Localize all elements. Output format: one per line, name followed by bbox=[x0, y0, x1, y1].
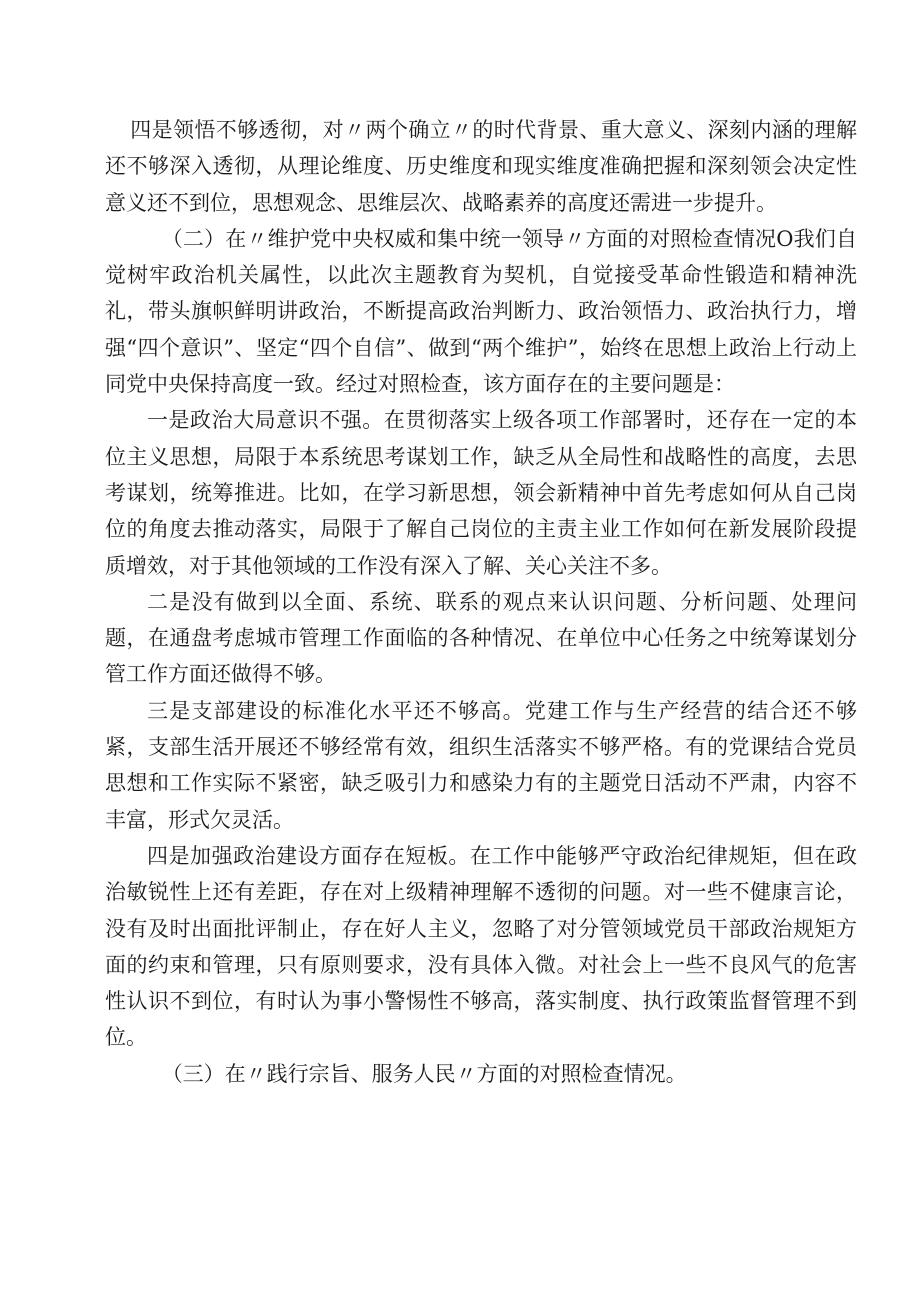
paragraph-understanding: 四是领悟不够透彻，对〃两个确立〃的时代背景、重大意义、深刻内涵的理解还不够深入透彻，从理论维度、历史维度和现实维度准确把握和深刻领会决定性意义还不到位，思想观念、思维层次、战略素养的高度还需进一步提升。 bbox=[105, 118, 857, 215]
paragraph-systematic-view: 二是没有做到以全面、系统、联系的观点来认识问题、分析问题、处理问题，在通盘考虑城市管理工作面临的各种情况、在单位中心任务之中统筹谋划分管工作方面还做得不够。 bbox=[105, 589, 857, 687]
paragraph-political-construction: 四是加强政治建设方面存在短板。在工作中能够严守政治纪律规矩，但在政治敏锐性上还有差距，存在对上级精神理解不透彻的问题。对一些不健康言论，没有及时出面批评制止，存在好人主义，忽略了对分管领域党员干部政治规矩方面的约束和管理，只有原则要求，没有具体入微。对社会上一些不良风气的危害性认识不到位，有时认为事小警惕性不够高，落实制度、执行政策监督管理不到位。 bbox=[105, 843, 857, 1050]
paragraph-section-three-heading: （三）在〃践行宗旨、服务人民〃方面的对照检查情况。 bbox=[161, 1061, 687, 1086]
paragraph-section-two-heading: （二）在〃维护党中央权威和集中统一领导〃方面的对照检查情况O我们自觉树牢政治机关属性，以此次主题教育为契机，自觉接受革命性锻造和精神洗礼，带头旗帜鲜明讲政治，不断提高政治判断力、政治领悟力、政治执行力，增强“四个意识”、坚定“四个自信”、做到“两个维护”，始终在思想上政治上行动上同党中央保持高度一致。经过对照检查，该方面存在的主要问题是： bbox=[105, 226, 857, 397]
body-text bbox=[105, 112, 857, 1092]
paragraph-political-awareness: 一是政治大局意识不强。在贯彻落实上级各项工作部署时，还存在一定的本位主义思想，局限于本系统思考谋划工作，缺乏从全局性和战略性的高度，去思考谋划，统筹推进。比如，在学习新思想，领会新精神中首先考虑如何从自己岗位的角度去推动落实，局限于了解自己岗位的主责主业工作如何在新发展阶段提质增效，对于其他领域的工作没有深入了解、关心关注不多。 bbox=[105, 408, 857, 578]
paragraph-branch-building: 三是支部建设的标准化水平还不够高。党建工作与生产经营的结合还不够紧，支部生活开展还不够经常有效，组织生活落实不够严格。有的党课结合党员思想和工作实际不紧密，缺乏吸引力和感染力有的主题党日活动不严肃，内容不丰富，形式欠灵活。 bbox=[105, 698, 857, 832]
